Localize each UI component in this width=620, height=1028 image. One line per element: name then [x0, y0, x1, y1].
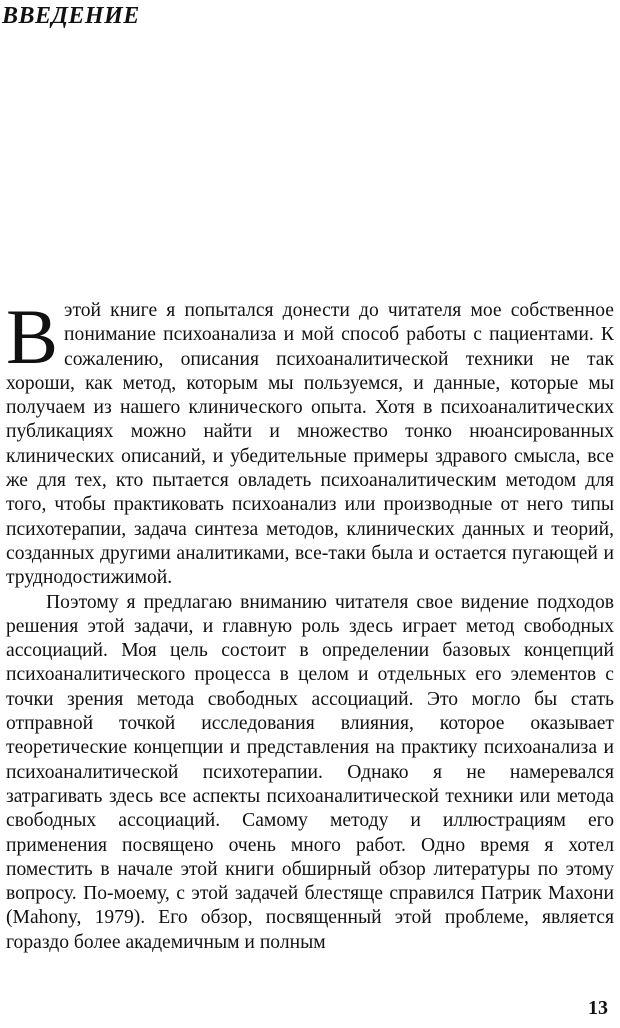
paragraph-2-text: Поэтому я предлагаю вниманию читателя свое видение подходов решения этой задачи, и главную роль здесь играет метод свободных ассоциаций. Моя цель состоит в определении базовых концепций психоаналитического процесса в целом и отдельных его элементов с точки зрения метода свободных ассоциаций. Это могло бы стать отправной точкой исследования влияния, которое оказывает теоретические концепции и представления на практику психоанализа и психоаналитической психотерапии. Однако я не намеревался затрагивать здесь все аспекты психоаналитической техники или метода свободных ассоциаций. Самому методу и иллюстрациям его применения посвящено очень много работ. Одно время я хотел поместить в начале этой книги обширный обзор литературы по этому вопросу. По-моему, с этой задачей блестяще справился Патрик Махони (Mahony, 1979). Его обзор, посвященный этой проблеме, является гораздо более академичным и полным [6, 591, 614, 953]
body-text [6, 293, 614, 955]
page-number: 13 [588, 997, 608, 1019]
chapter-title: ВВЕДЕНИЕ [2, 3, 140, 29]
paragraph-1 [6, 293, 614, 591]
paragraph-1-text: этой книге я попытался донести до читателя мое собственное понимание психоанализа и мой способ работы с пациентами. К сожалению, описания психоаналитической техники не так хороши, как метод, которым мы пользуемся, и данные, которые мы получаем из нашего клинического опыта. Хотя в психоаналитических публикациях можно найти и множество тонко нюансированных клинических описаний, и убедительные примеры здравого смысла, все же для тех, кто пытается овладеть психоаналитическим методом для того, чтобы практиковать психоанализ или производные от него типы психотерапии, задача синтеза методов, клинических данных и теорий, созданных другими аналитиками, все-таки была и остается пугающей и труднодостижимой. [6, 300, 614, 589]
paragraph-2 [6, 591, 614, 955]
drop-cap-letter: В [6, 293, 59, 380]
